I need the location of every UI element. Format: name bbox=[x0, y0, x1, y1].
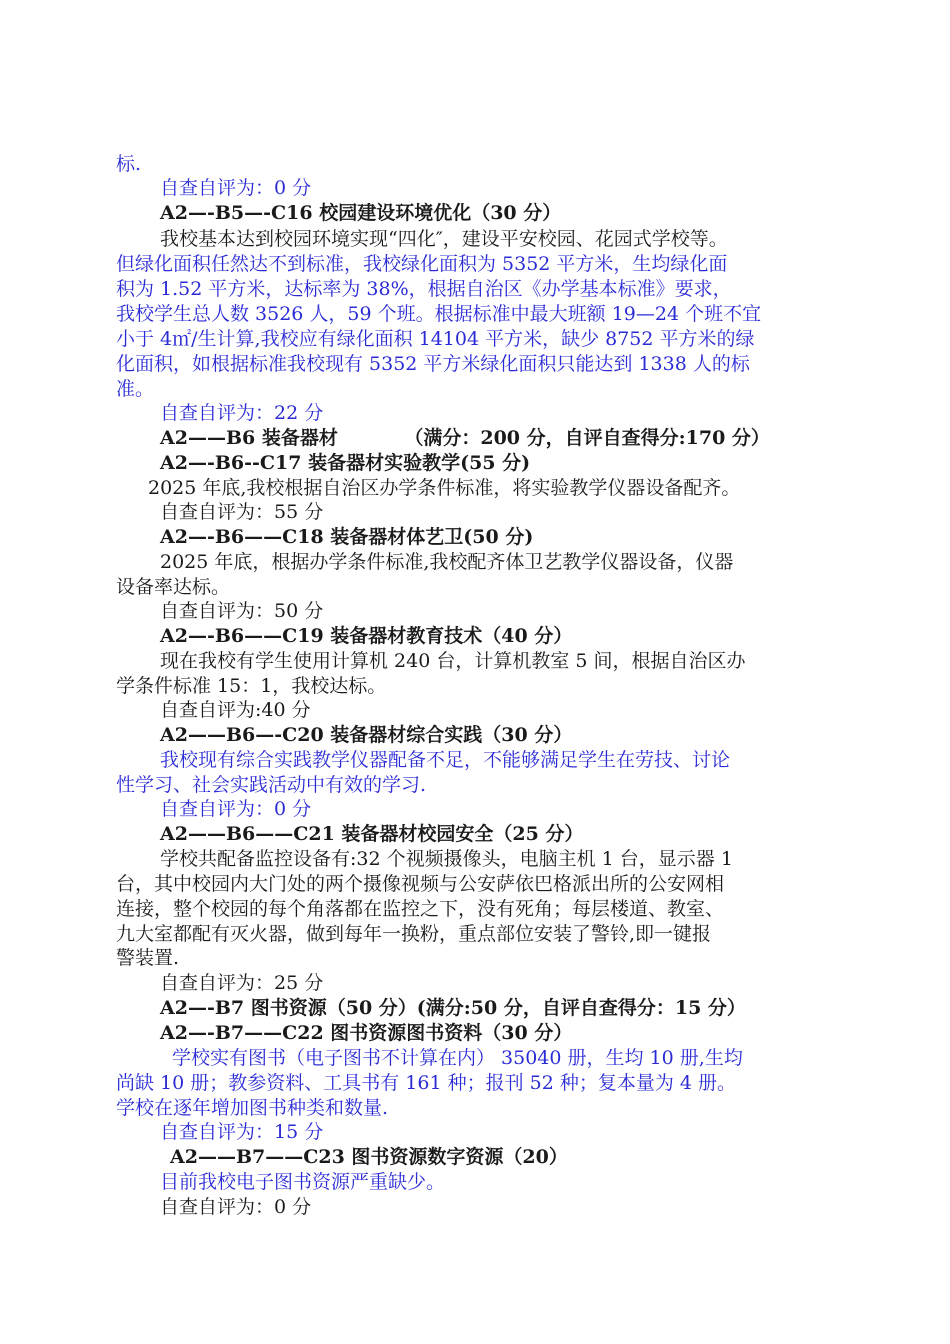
paragraph-line: 目前我校电子图书资源严重缺少。 bbox=[160, 1171, 446, 1193]
self-score: 自查自评为：15 分 bbox=[160, 1121, 324, 1143]
paragraph-line: 警装置. bbox=[116, 947, 180, 969]
paragraph-line: 化面积，如根据标准我校现有 5352 平方米绿化面积只能达到 1338 人的标 bbox=[116, 353, 750, 375]
section-heading: A2—-B6--C17 装备器材实验教学(55 分) bbox=[160, 452, 531, 474]
paragraph-line: 九大室都配有灭火器，做到每年一换粉，重点部位安装了警铃,即一键报 bbox=[116, 923, 712, 945]
section-heading: A2——B6——C21 装备器材校园安全（25 分） bbox=[160, 823, 584, 845]
section-heading: A2——B6 装备器材 （满分：200 分，自评自查得分:170 分） bbox=[160, 427, 770, 449]
section-heading: A2—-B6——C18 装备器材体艺卫(50 分) bbox=[160, 526, 534, 548]
self-score: 自查自评为：0 分 bbox=[160, 177, 312, 199]
paragraph-line: 学条件标准 15：1，我校达标。 bbox=[116, 675, 387, 697]
section-heading: A2—-B7 图书资源（50 分）(满分:50 分，自评自查得分：15 分） bbox=[160, 997, 746, 1019]
paragraph-line: 小于 4㎡/生计算,我校应有绿化面积 14104 平方米，缺少 8752 平方米的绿 bbox=[116, 328, 755, 350]
section-heading: A2—-B7——C22 图书资源图书资料（30 分） bbox=[160, 1022, 573, 1044]
paragraph-line: 学校实有图书（电子图书不计算在内） 35040 册，生均 10 册,生均 bbox=[172, 1047, 743, 1069]
paragraph-line: 现在我校有学生使用计算机 240 台，计算机教室 5 间，根据自治区办 bbox=[160, 650, 746, 672]
paragraph-line: 连接，整个校园的每个角落都在监控之下，没有死角；每层楼道、教室、 bbox=[116, 898, 725, 920]
section-heading: A2——B7——C23 图书资源数字资源（20） bbox=[170, 1146, 568, 1168]
paragraph-line: 学校在逐年增加图书种类和数量. bbox=[116, 1097, 389, 1119]
paragraph-line: 准。 bbox=[116, 378, 155, 400]
self-score: 自查自评为：50 分 bbox=[160, 600, 324, 622]
paragraph-line: 2025 年底,我校根据自治区办学条件标准，将实验教学仪器设备配齐。 bbox=[148, 477, 741, 499]
paragraph-line: 标. bbox=[116, 153, 142, 175]
paragraph-line: 设备率达标。 bbox=[116, 576, 231, 598]
self-score: 自查自评为:40 分 bbox=[160, 699, 311, 721]
self-score: 自查自评为：22 分 bbox=[160, 402, 324, 424]
self-score: 自查自评为：55 分 bbox=[160, 501, 324, 523]
section-heading: A2—-B5—-C16 校园建设环境优化（30 分） bbox=[160, 202, 562, 224]
paragraph-line: 尚缺 10 册；教参资料、工具书有 161 种；报刊 52 种；复本量为 4 册。 bbox=[116, 1072, 737, 1094]
paragraph-line: 台，其中校园内大门处的两个摄像视频与公安萨依巴格派出所的公安网相 bbox=[116, 873, 725, 895]
paragraph-line: 但绿化面积任然达不到标准，我校绿化面积为 5352 平方米，生均绿化面 bbox=[116, 253, 728, 275]
paragraph-line: 2025 年底，根据办学条件标准,我校配齐体卫艺教学仪器设备，仪器 bbox=[160, 551, 734, 573]
paragraph-line: 我校基本达到校园环境实现“四化″，建设平安校园、花园式学校等。 bbox=[160, 228, 728, 250]
paragraph-line: 性学习、社会实践活动中有效的学习. bbox=[116, 774, 427, 796]
self-score: 自查自评为：25 分 bbox=[160, 972, 324, 994]
self-score: 自查自评为：0 分 bbox=[160, 798, 312, 820]
paragraph-line: 积为 1.52 平方米，达标率为 38%，根据自治区《办学基本标准》要求， bbox=[116, 278, 732, 300]
self-score: 自查自评为：0 分 bbox=[160, 1196, 312, 1218]
paragraph-line: 我校现有综合实践教学仪器配备不足，不能够满足学生在劳技、讨论 bbox=[160, 749, 731, 771]
paragraph-line: 学校共配备监控设备有:32 个视频摄像头，电脑主机 1 台，显示器 1 bbox=[160, 848, 733, 870]
section-heading: A2—-B6——C19 装备器材教育技术（40 分） bbox=[160, 625, 573, 647]
section-heading: A2——B6—-C20 装备器材综合实践（30 分） bbox=[160, 724, 573, 746]
paragraph-line: 我校学生总人数 3526 人，59 个班。根据标准中最大班额 19—24 个班不宜 bbox=[116, 303, 762, 325]
